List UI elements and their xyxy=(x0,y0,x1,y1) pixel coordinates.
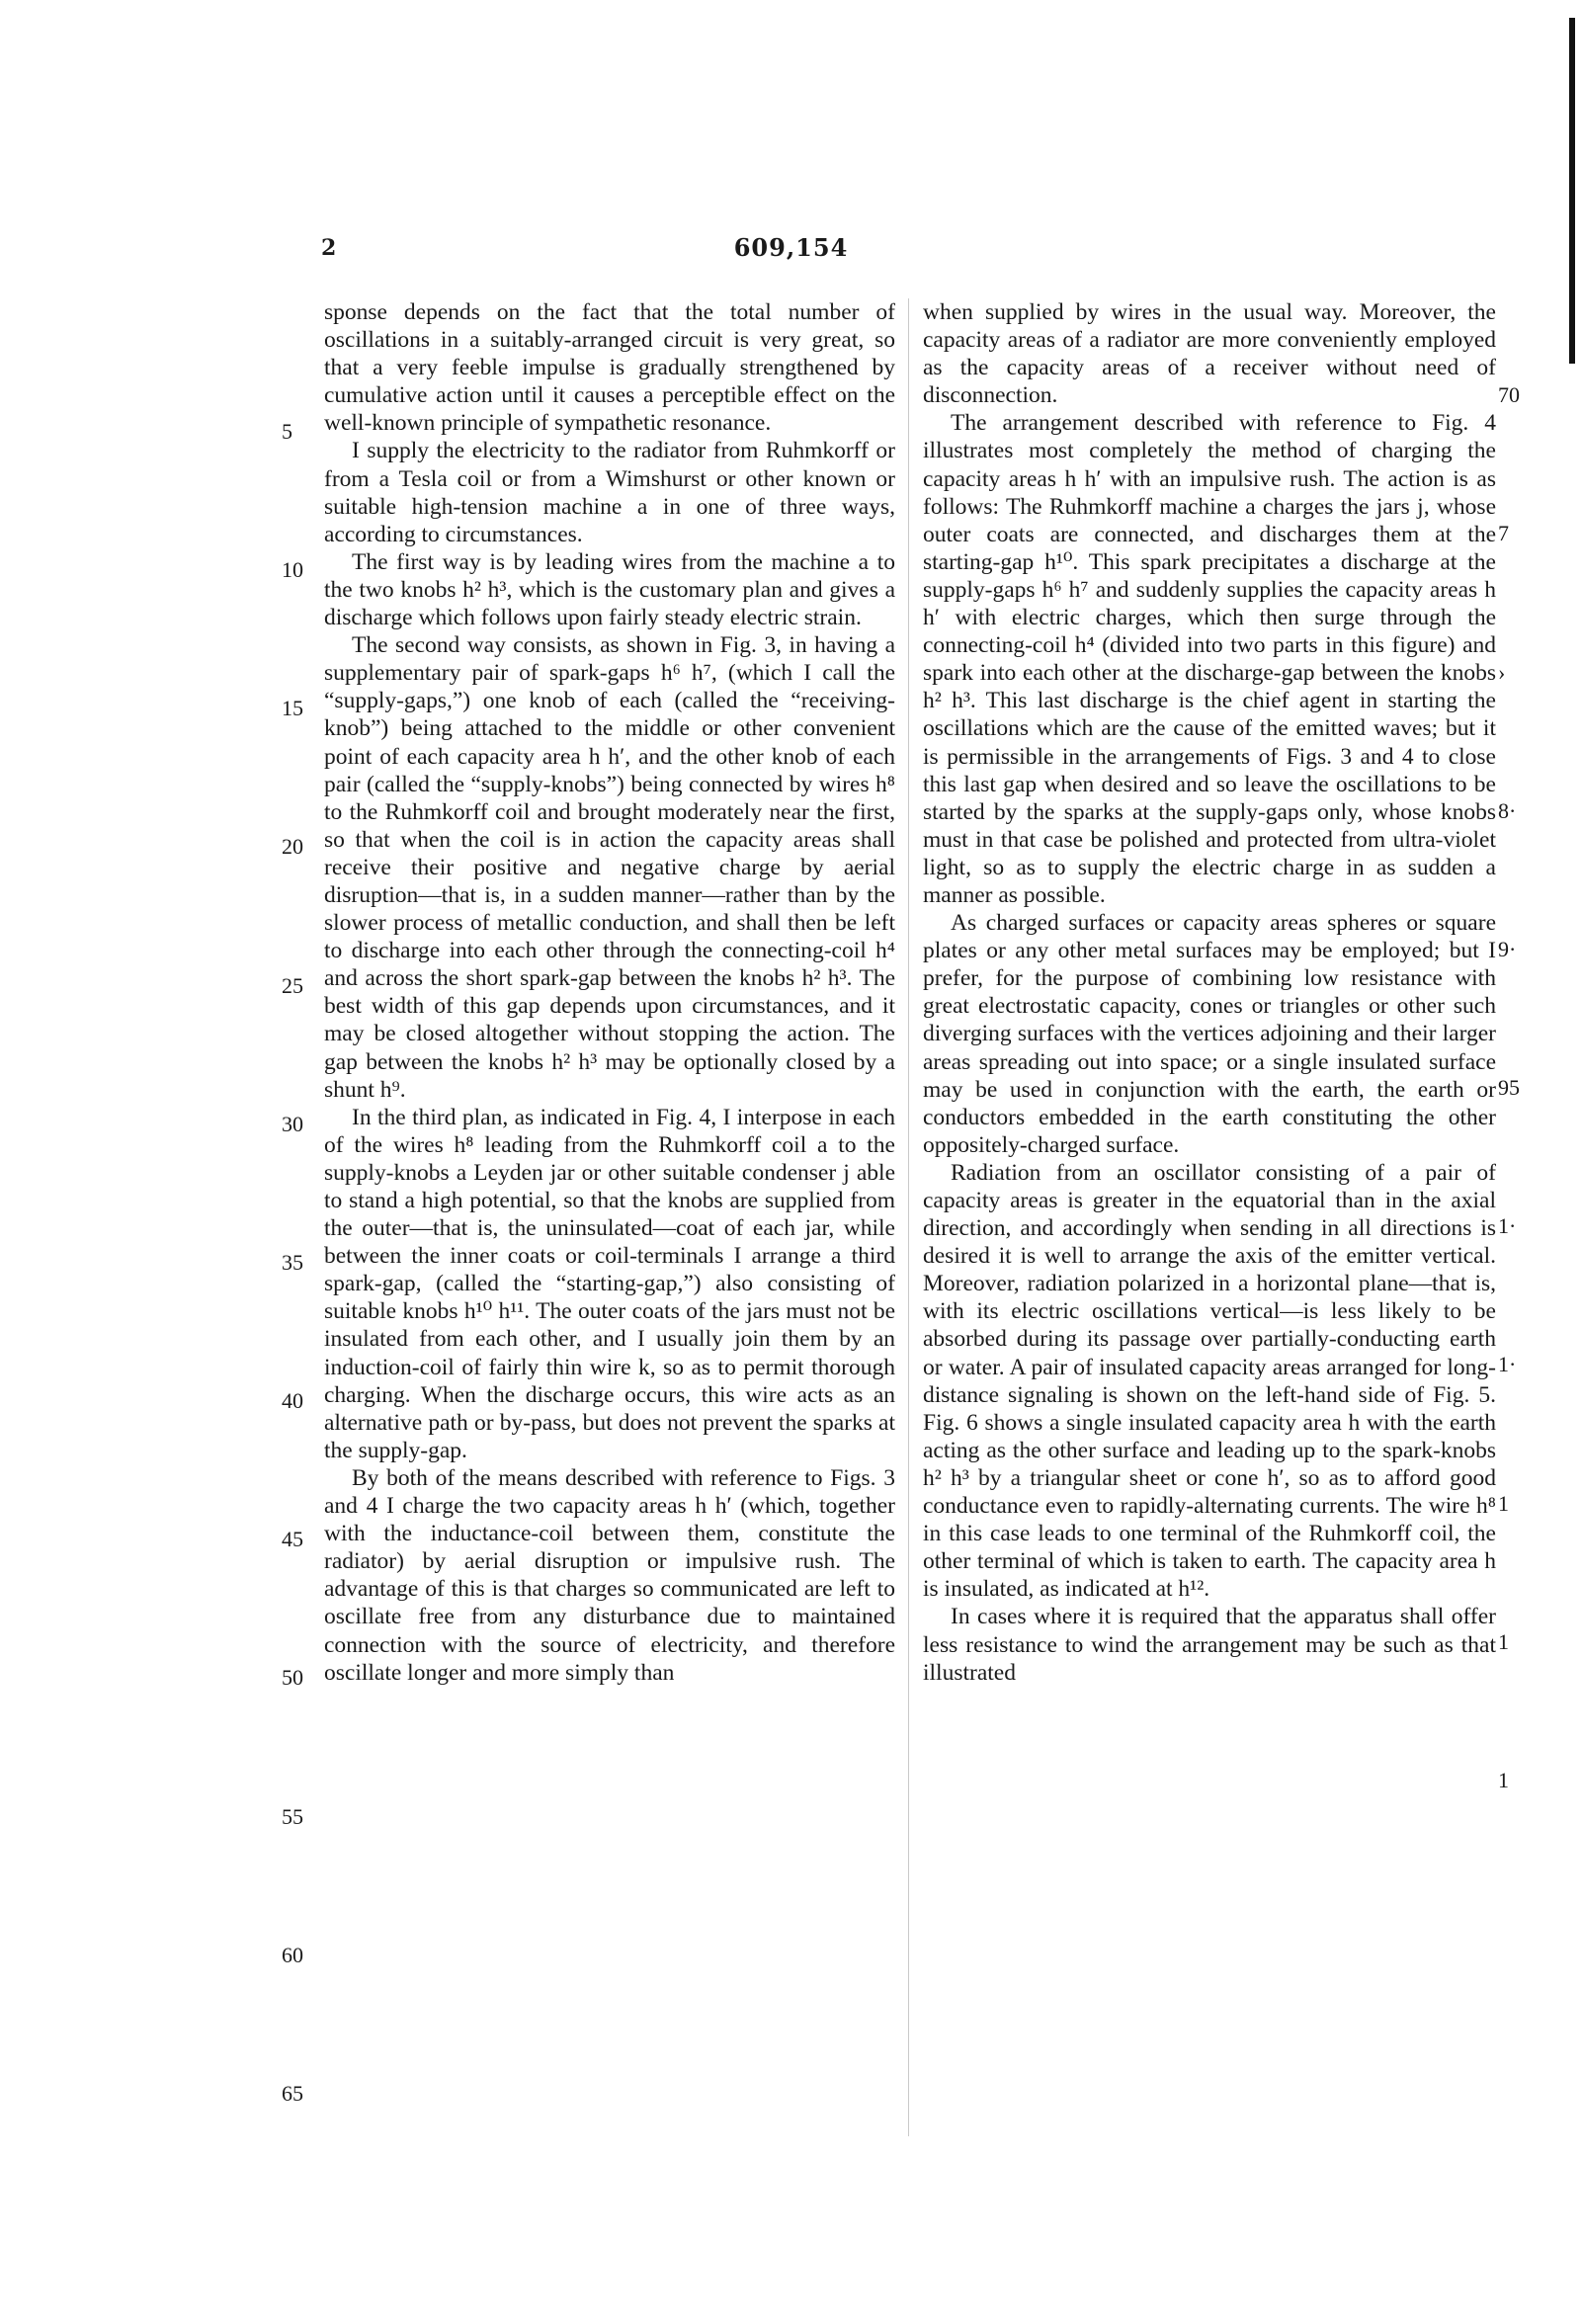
line-number: 7 xyxy=(1498,521,1509,545)
line-number: 9· xyxy=(1498,937,1517,961)
line-number: 1 xyxy=(1498,1629,1509,1654)
line-number: 1 xyxy=(1498,1491,1509,1516)
left-column xyxy=(324,298,895,1687)
scan-edge-mark xyxy=(1569,18,1575,364)
paragraph: The first way is by leading wires from the machine a to the two knobs h² h³, which is the customary plan and gives a discharge which follows upon fairly steady electric strain. xyxy=(324,548,895,631)
line-number: 1· xyxy=(1498,1213,1517,1238)
paragraph: In cases where it is required that the apparatus shall offer less resistance to wind the arrangement may be such as that illustrated xyxy=(923,1604,1496,1686)
line-number: 15 xyxy=(282,696,303,720)
patent-number: 609,154 xyxy=(733,233,849,262)
paragraph: when supplied by wires in the usual way. Moreover, the capacity areas of a radiator are more conveniently employed as the capacity areas of a receiver without need of disconnection. xyxy=(923,299,1496,409)
line-number: 1 xyxy=(1498,1768,1509,1792)
line-number: 5 xyxy=(282,419,292,444)
right-column xyxy=(923,298,1496,1687)
line-number: 35 xyxy=(282,1250,303,1275)
line-number: › xyxy=(1498,660,1506,685)
page-number: 2 xyxy=(321,235,338,261)
line-number: 65 xyxy=(282,2081,303,2106)
paragraph: sponse depends on the fact that the total number of oscillations in a suitably-arranged circuit is very great, so that a very feeble impulse is gradually strengthened by cumulative action until it causes a perceptible effect on the well-known principle of sympathetic resonance. xyxy=(324,299,895,437)
paragraph: As charged surfaces or capacity areas spheres or square plates or any other metal surfaces may be employed; but I prefer, for the purpose of combining low resistance with great electrostatic capacity, cones or triangles or other such diverging surfaces with the vertices adjoining and their larger areas spreading out into space; or a single insulated surface may be used in conjunction with the earth, the earth or conductors embedded in the earth constituting the other oppositely-charged surface. xyxy=(923,910,1496,1158)
paragraph: The second way consists, as shown in Fig. 3, in having a supplementary pair of spark-gaps h⁶ h⁷, (which I call the “supply-gaps,”) one knob of each (called the “receiving-knob”) being attached to the middle or other convenient point of each capacity area h h′, and the other knob of each pair (called the “supply-knobs”) being connected by wires h⁸ to the Ruhmkorff coil and brought moderately near the first, so that when the coil is in action the capacity areas shall receive their positive and negative charge by aerial disruption—that is, in a sudden manner—rather than by the slower process of metallic conduction, and shall then be left to discharge into each other through the connecting-coil h⁴ and across the short spark-gap between the knobs h² h³. The best width of this gap depends upon circumstances, and it may be closed altogether without stopping the action. The gap between the knobs h² h³ may be optionally closed by a shunt h⁹. xyxy=(324,632,895,1103)
line-number: 70 xyxy=(1498,382,1520,407)
line-number: 60 xyxy=(282,1943,303,1967)
line-number: 30 xyxy=(282,1112,303,1136)
paragraph: The arrangement described with reference to Fig. 4 illustrates most completely the method of charging the capacity areas h h′ with an impulsive rush. The action is as follows: The Ruhmkorff machine a charges the jars j, whose outer coats are connected, and discharges them at the starting-gap h¹⁰. This spark precipitates a discharge at the supply-gaps h⁶ h⁷ and suddenly supplies the capacity areas h h′ with electric charges, which then surge through the connecting-coil h⁴ (divided into two parts in this figure) and spark into each other at the discharge-gap between the knobs h² h³. This last discharge is the chief agent in starting the oscillations which are the cause of the emitted waves; but it is permissible in the arrangements of Figs. 3 and 4 to close this last gap when desired and so leave the oscillations to be started by the sparks at the supply-gaps only, whose knobs must in that case be polished and protected from ultra-violet light, so as to supply the electric charge in as sudden a manner as possible. xyxy=(923,410,1496,908)
line-number: 25 xyxy=(282,973,303,998)
line-number: 40 xyxy=(282,1388,303,1413)
paragraph: Radiation from an oscillator consisting of a pair of capacity areas is greater in the equatorial than in the axial direction, and accordingly when sending in all directions is desired it is well to arrange the axis of the emitter vertical. Moreover, radiation polarized in a horizontal plane—that is, with its electric oscillations vertical—is less likely to be absorbed during its passage over partially-conducting earth or water. A pair of insulated capacity areas arranged for long-distance signaling is shown on the left-hand side of Fig. 5. Fig. 6 shows a single insulated capacity area h with the earth acting as the other surface and leading up to the spark-knobs h² h³ by a triangular sheet or cone h′, so as to afford good conductance even to rapidly-alternating currents. The wire h⁸ in this case leads to one terminal of the Ruhmkorff coil, the other terminal of which is taken to earth. The capacity area h is insulated, as indicated at h¹². xyxy=(923,1159,1496,1603)
line-number: 1· xyxy=(1498,1352,1517,1376)
line-number: 95 xyxy=(1498,1075,1520,1100)
line-number: 55 xyxy=(282,1804,303,1829)
line-number: 8· xyxy=(1498,798,1517,823)
line-number: 50 xyxy=(282,1665,303,1690)
paragraph: By both of the means described with reference to Figs. 3 and 4 I charge the two capacity areas h h′ (which, together with the inductance-coil between them, constitute the radiator) by aerial disruption or impulsive rush. The advantage of this is that charges so communicated are left to oscillate free from any disturbance due to maintained connection with the source of electricity, and therefore oscillate longer and more simply than xyxy=(324,1464,895,1686)
line-number: 20 xyxy=(282,834,303,859)
line-number: 45 xyxy=(282,1527,303,1551)
paragraph: I supply the electricity to the radiator from Ruhmkorff or from a Tesla coil or from a Wimshurst or other known or suitable high-tension machine a in one of three ways, according to circumstances. xyxy=(324,438,895,547)
column-divider xyxy=(908,298,909,2136)
line-number: 10 xyxy=(282,557,303,582)
paragraph: In the third plan, as indicated in Fig. 4, I interpose in each of the wires h⁸ leading from the Ruhmkorff coil a to the supply-knobs a Leyden jar or other suitable condenser j able to stand a high potential, so that the knobs are supplied from the outer—that is, the uninsulated—coat of each jar, while between the inner coats or coil-terminals I arrange a third spark-gap, (called the “starting-gap,”) also consisting of suitable knobs h¹⁰ h¹¹. The outer coats of the jars must not be insulated from each other, and I usually join them by an induction-coil of fairly thin wire k, so as to permit thorough charging. When the discharge occurs, this wire acts as an alternative path or by-pass, but does not prevent the sparks at the supply-gap. xyxy=(324,1104,895,1463)
